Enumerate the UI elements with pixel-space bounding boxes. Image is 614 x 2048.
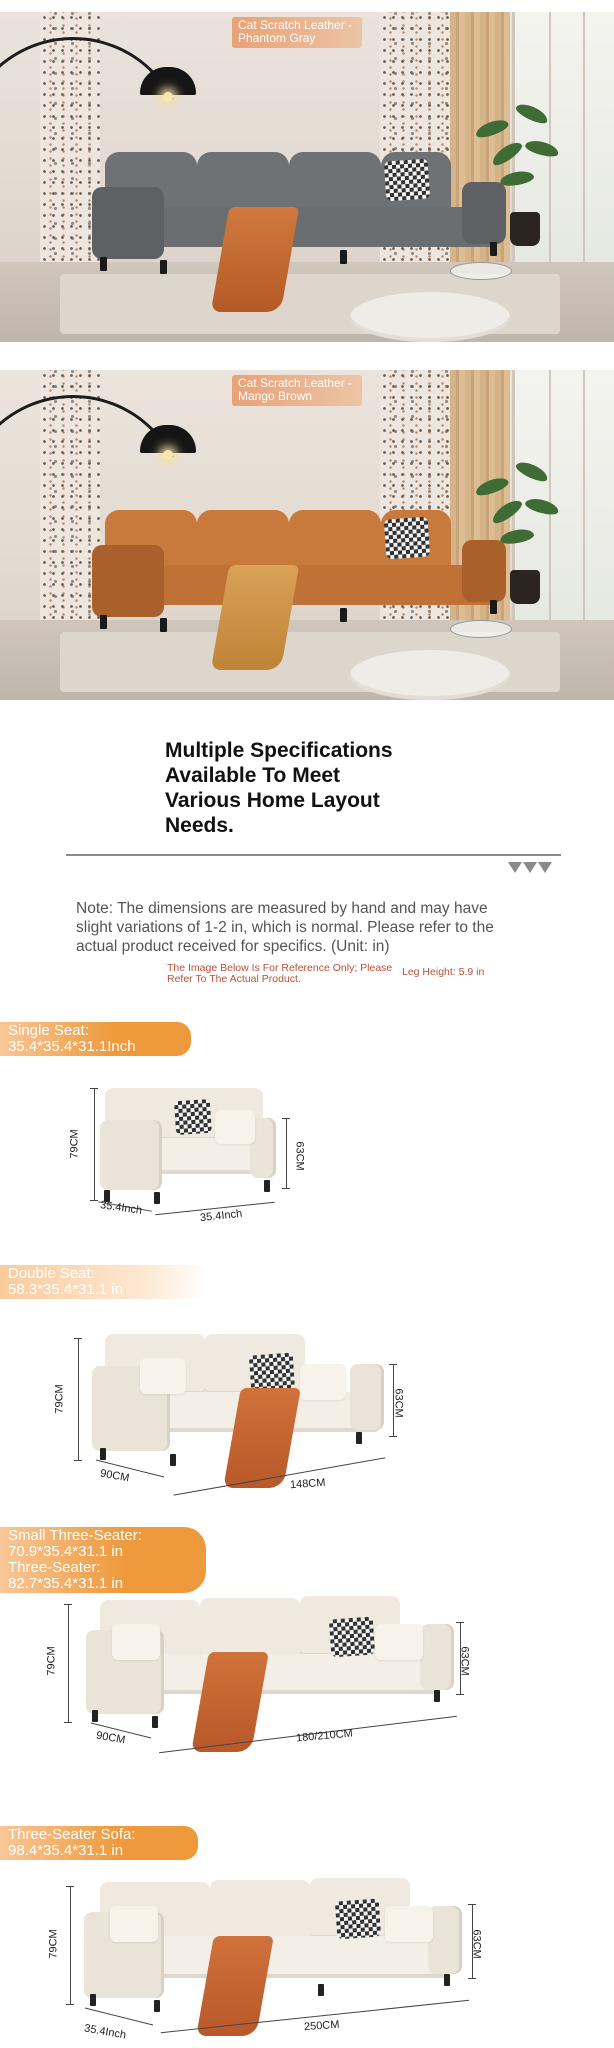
section-heading — [165, 738, 465, 838]
triangle-marker-icon — [523, 862, 537, 873]
color-tag-line2: Mango Brown — [238, 389, 313, 403]
sofa-leg — [154, 2000, 160, 2012]
heading-line: Available To Meet — [165, 764, 341, 787]
sofa-leg — [160, 260, 167, 274]
size-label-line: 35.4*35.4*31.1Inch — [8, 1038, 136, 1055]
divider-line — [66, 854, 561, 856]
size-label-line: Small Three-Seater: — [8, 1527, 142, 1544]
sofa-leg — [264, 1180, 270, 1192]
size-label-line: Three-Seater Sofa: — [8, 1826, 136, 1843]
sofa-pillow — [300, 1364, 346, 1400]
size-label-line: 70.9*35.4*31.1 in — [8, 1543, 124, 1560]
width-dimension-label: 250CM — [303, 2018, 340, 2034]
width-dimension-label: 148CM — [289, 1476, 326, 1492]
triangle-marker-icon — [508, 862, 522, 873]
leg-height: Leg Height: 5.9 in — [402, 966, 485, 978]
sofa-back — [210, 1880, 310, 1940]
sofa-leg — [90, 1994, 96, 2006]
color-tag — [232, 17, 362, 48]
back-height-dimension-label: 63CM — [392, 1388, 405, 1418]
triangle-marker-icon — [538, 862, 552, 873]
dimension-tick — [74, 1460, 82, 1461]
side-table — [450, 262, 512, 280]
sofa-pillow — [140, 1358, 186, 1394]
reference-disclaimer — [167, 963, 407, 985]
back-height-dimension-label: 63CM — [470, 1929, 483, 1959]
sofa-leg — [154, 1192, 160, 1204]
back-height-dimension-label: 63CM — [293, 1141, 306, 1171]
sofa-leg — [318, 1984, 324, 1996]
height-dimension-line — [78, 1338, 79, 1460]
size-label-line: 82.7*35.4*31.1 in — [8, 1575, 124, 1592]
dimension-tick — [468, 1904, 476, 1905]
checkered-pillow — [329, 1617, 376, 1658]
depth-dimension-label: 90CM — [95, 1729, 127, 1747]
sofa-arm-left — [92, 187, 164, 259]
sofa-arm-right — [462, 182, 506, 244]
size-label-line: 58.3*35.4*31.1 in — [8, 1281, 124, 1298]
sofa-leg — [92, 1710, 98, 1722]
depth-dimension-label: 35.4Inch — [99, 1199, 143, 1217]
dimension-tick — [90, 1200, 98, 1201]
sofa-arm-right — [350, 1364, 384, 1430]
size-label-line: Single Seat: — [8, 1022, 89, 1039]
sofa-leg — [490, 600, 497, 614]
reference-line: Refer To The Actual Product. — [167, 973, 301, 985]
dimension-tick — [64, 1604, 72, 1605]
height-dimension-label: 79CM — [53, 1384, 66, 1414]
size-label-single-seat — [0, 1022, 191, 1056]
plant-pot — [510, 212, 540, 246]
sofa-leg — [160, 618, 167, 632]
back-height-dimension-line — [286, 1118, 287, 1188]
checkered-pillow — [335, 1899, 382, 1940]
color-tag-line2: Phantom Gray — [238, 31, 316, 45]
measurement-note: Note: The dimensions are measured by hand and may have slight variations of 1-2 in, which is normal. Please refer to the actual product received for specifics. (Unit: in) — [76, 900, 494, 955]
dimension-tick — [468, 1978, 476, 1979]
heading-line: Needs. — [165, 814, 234, 837]
height-dimension-line — [70, 1886, 71, 2004]
dimension-tick — [66, 1886, 74, 1887]
size-label-line: 98.4*35.4*31.1 in — [8, 1842, 124, 1859]
product-photo-mango-brown — [0, 370, 614, 700]
sofa-arm-left — [92, 545, 164, 617]
sofa-pillow — [110, 1906, 158, 1942]
checkered-pillow — [174, 1099, 212, 1135]
height-dimension-line — [68, 1604, 69, 1722]
sofa-pillow — [375, 1624, 423, 1660]
sofa-pillow — [112, 1624, 160, 1660]
checkered-pillow — [384, 517, 431, 560]
sofa-leg — [170, 1454, 176, 1466]
sofa-leg — [100, 257, 107, 271]
depth-dimension-line — [85, 2008, 153, 2026]
dimension-tick — [74, 1338, 82, 1339]
dimension-tick — [456, 1694, 464, 1695]
lamp-bulb — [163, 92, 173, 102]
coffee-table — [350, 650, 510, 700]
sofa-leg — [356, 1432, 362, 1444]
dimension-tick — [64, 1722, 72, 1723]
depth-dimension-label: 35.4Inch — [83, 2022, 127, 2042]
sofa-pillow — [385, 1906, 433, 1942]
dimension-tick — [282, 1188, 290, 1189]
sofa-leg — [340, 608, 347, 622]
dimension-tick — [389, 1364, 397, 1365]
sofa-arm-right — [428, 1906, 462, 1974]
size-label-line: Three-Seater: — [8, 1559, 101, 1576]
sofa-arm-right — [462, 540, 506, 602]
sofa-leg — [340, 250, 347, 264]
diagram-single-seat — [0, 1060, 614, 1240]
size-label-three-seater-sofa — [0, 1826, 198, 1860]
height-dimension-line — [94, 1088, 95, 1200]
lamp-bulb — [163, 450, 173, 460]
depth-dimension-label: 90CM — [99, 1467, 131, 1485]
sofa-back — [200, 1598, 300, 1658]
width-dimension-label: 35.4Inch — [199, 1207, 243, 1225]
sofa-leg — [152, 1716, 158, 1728]
color-tag-line1: Cat Scratch Leather - — [238, 376, 353, 390]
sofa-seat — [120, 207, 500, 247]
dimension-tick — [90, 1088, 98, 1089]
dimension-tick — [66, 2004, 74, 2005]
checkered-pillow — [384, 159, 431, 202]
product-photo-phantom-gray — [0, 12, 614, 342]
dimension-tick — [456, 1622, 464, 1623]
height-dimension-label: 79CM — [45, 1646, 58, 1676]
sofa-arm-left — [100, 1120, 162, 1190]
diagram-double-seat — [0, 1320, 614, 1500]
dimension-tick — [389, 1436, 397, 1437]
sofa-leg — [490, 242, 497, 256]
height-dimension-label: 79CM — [47, 1929, 60, 1959]
sofa-seat — [120, 565, 500, 605]
color-tag-line1: Cat Scratch Leather - — [238, 18, 353, 32]
diagram-three-seater — [0, 1590, 614, 1770]
coffee-table — [350, 292, 510, 342]
sofa-leg — [100, 615, 107, 629]
sofa-leg — [434, 1690, 440, 1702]
sofa-arm-right — [420, 1624, 454, 1690]
plant-pot — [510, 570, 540, 604]
sofa-leg — [444, 1974, 450, 1986]
width-dimension-label: 180/210CM — [295, 1727, 354, 1745]
height-dimension-label: 79CM — [68, 1129, 81, 1159]
heading-line: Various Home Layout — [165, 789, 380, 812]
size-label-line: Double Seat: — [8, 1265, 95, 1282]
size-label-double-seat — [0, 1265, 208, 1299]
sofa-leg — [100, 1448, 106, 1460]
back-height-dimension-label: 63CM — [458, 1646, 471, 1676]
sofa-pillow — [215, 1110, 255, 1144]
heading-line: Multiple Specifications — [165, 739, 393, 762]
reference-line: The Image Below Is For Reference Only; Please — [167, 962, 393, 974]
diagram-three-seater-sofa — [0, 1870, 614, 2048]
size-label-three-seater — [0, 1527, 206, 1593]
color-tag — [232, 375, 362, 406]
side-table — [450, 620, 512, 638]
dimension-tick — [282, 1118, 290, 1119]
